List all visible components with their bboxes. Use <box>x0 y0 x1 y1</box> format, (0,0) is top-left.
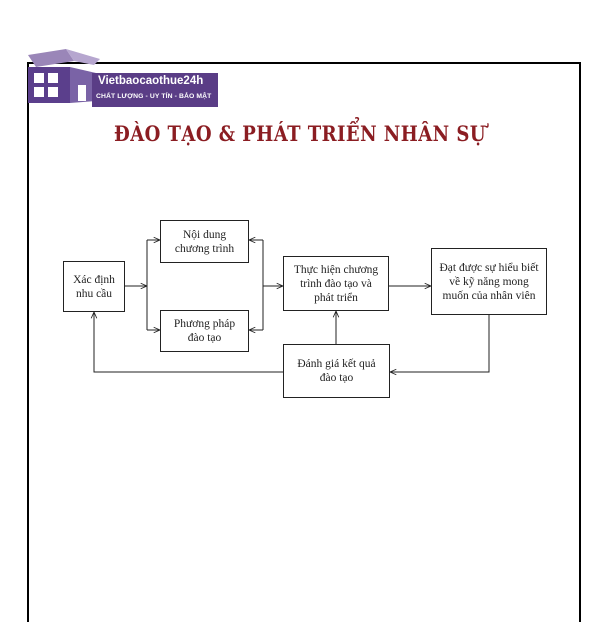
node-determine-needs: Xác định nhu cầu <box>63 261 125 312</box>
node-evaluate-results: Đánh giá kết quả đào tạo <box>283 344 390 398</box>
node-program-content: Nội dung chương trình <box>160 220 249 263</box>
achieve-to-evaluate-arrow <box>390 315 489 372</box>
node-achieve-understanding: Đạt được sự hiểu biết về kỹ năng mong muốn của nhân viên <box>431 248 547 315</box>
brand-name: Vietbaocaothue24h <box>98 75 204 87</box>
page-title: ĐÀO TẠO & PHÁT TRIỂN NHÂN SỰ <box>114 121 486 146</box>
node-training-method: Phương pháp đào tạo <box>160 310 249 352</box>
node-implement-program: Thực hiện chương trình đào tạo và phát triển <box>283 256 389 311</box>
brand-tagline: CHẤT LƯỢNG - UY TÍN - BẢO MẬT <box>96 93 212 100</box>
